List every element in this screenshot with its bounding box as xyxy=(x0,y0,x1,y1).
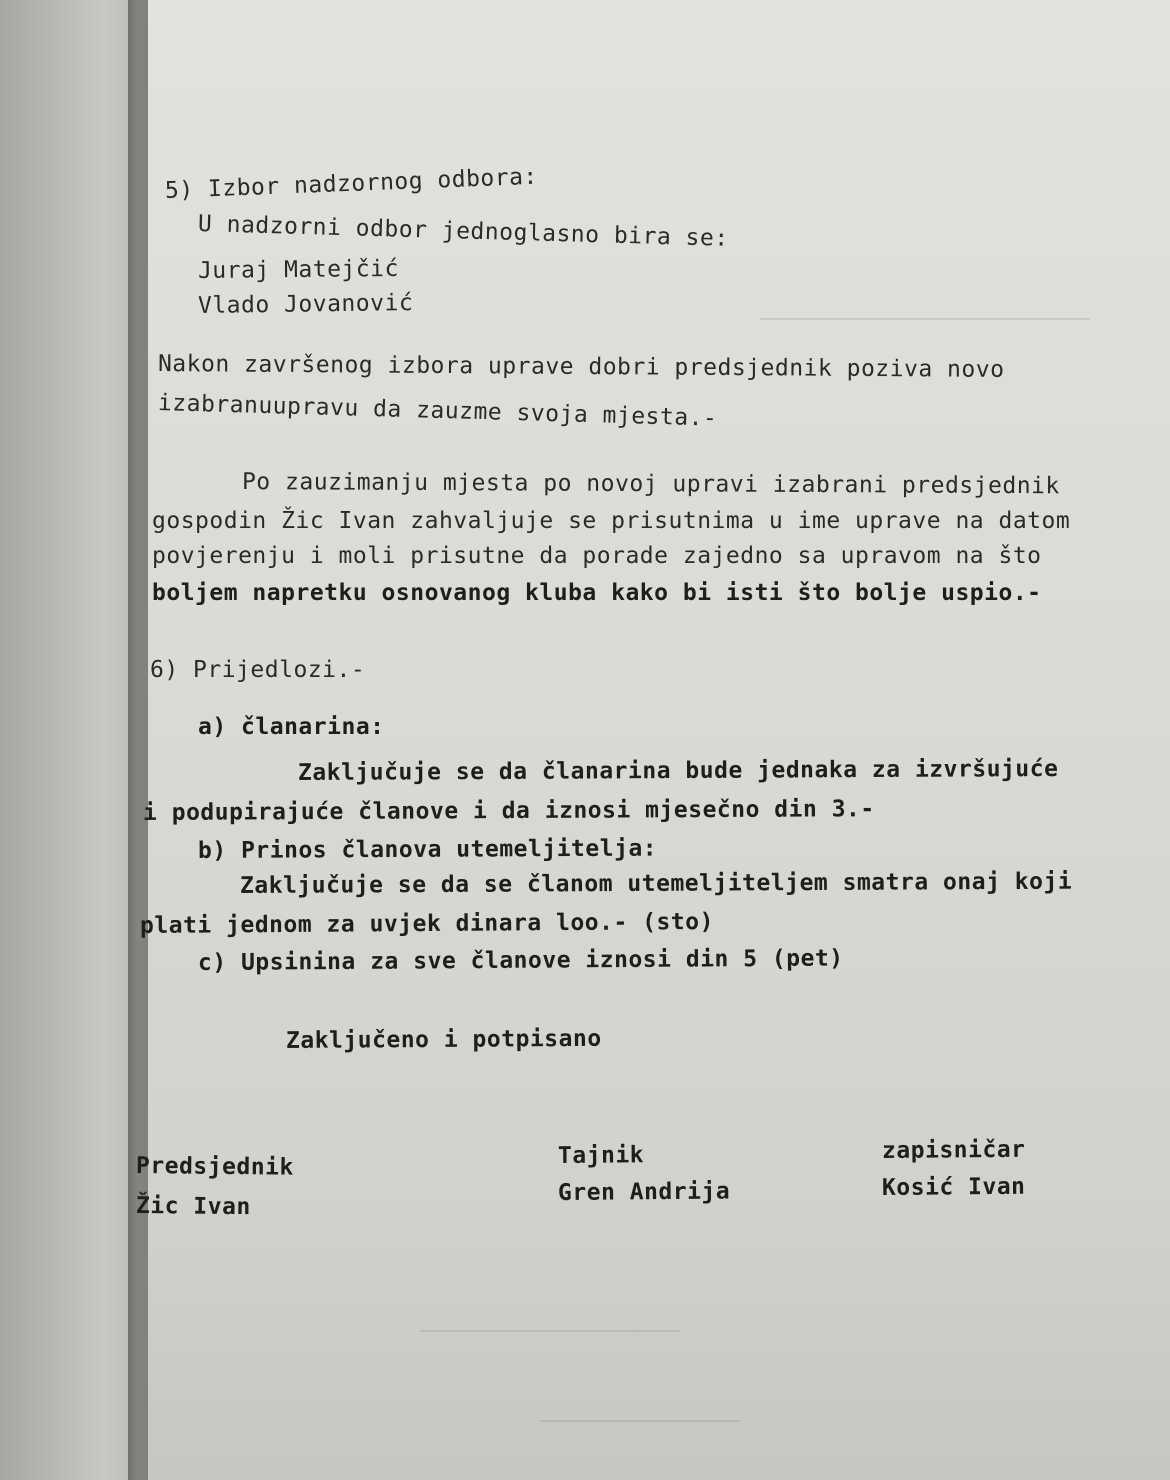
signature-name-recorder: Kosić Ivan xyxy=(881,1173,1026,1201)
thanks-line-2: gospodin Žic Ivan zahvaljuje se prisutnima u ime uprave na datom xyxy=(152,508,1071,534)
section6-b-text-2: plati jednom za uvjek dinara loo.- (sto) xyxy=(139,908,714,939)
signature-name-secretary: Gren Andrija xyxy=(557,1178,731,1206)
bleed-through-rule xyxy=(540,1420,740,1422)
section6-a-text-2: i podupirajuće članove i da iznosi mjesečno din 3.- xyxy=(142,796,875,826)
thanks-line-4: boljem napretku osnovanog kluba kako bi isti što bolje uspio.- xyxy=(152,580,1042,606)
section5-closing-line-2: izabranuupravu da zauzme svoja mjesta.- xyxy=(157,390,718,432)
conclusion-text: Zaključeno i potpisano xyxy=(285,1025,602,1054)
signature-role-secretary: Tajnik xyxy=(557,1142,645,1169)
section5-intro: U nadzorni odbor jednoglasno bira se: xyxy=(197,211,730,252)
thanks-line-1: Po zauzimanju mjesta po novoj upravi izabrani predsjednik xyxy=(241,469,1060,500)
signature-role-president: Predsjednik xyxy=(135,1153,294,1181)
section6-heading: 6) Prijedlozi.- xyxy=(150,657,366,683)
section5-member-1: Juraj Matejčić xyxy=(197,255,400,284)
bleed-through-rule xyxy=(760,318,1090,320)
section5-closing-line-1: Nakon završenog izbora uprave dobri predsjednik poziva novo xyxy=(157,351,1005,383)
section6-b-text-1: Zaključuje se da se članom utemeljiteljem smatra onaj koji xyxy=(239,868,1073,899)
section5-member-2: Vlado Jovanović xyxy=(197,289,414,319)
section6-b-title: b) Prinos članova utemeljitelja: xyxy=(197,835,658,864)
thanks-line-3: povjerenju i moli prisutne da porade zajedno sa upravom na što xyxy=(152,543,1042,569)
section6-a-text-1: Zaključuje se da članarina bude jednaka za izvršujuće xyxy=(297,756,1059,786)
section6-c-text: c) Upsinina za sve članove iznosi din 5 (pet) xyxy=(197,945,844,976)
section6-a-title: a) članarina: xyxy=(198,714,385,740)
section5-heading: 5) Izbor nadzornog odbora: xyxy=(164,163,539,204)
bleed-through-rule xyxy=(420,1330,680,1332)
signature-name-president: Žic Ivan xyxy=(135,1193,251,1221)
signature-role-recorder: zapisničar xyxy=(881,1136,1026,1164)
